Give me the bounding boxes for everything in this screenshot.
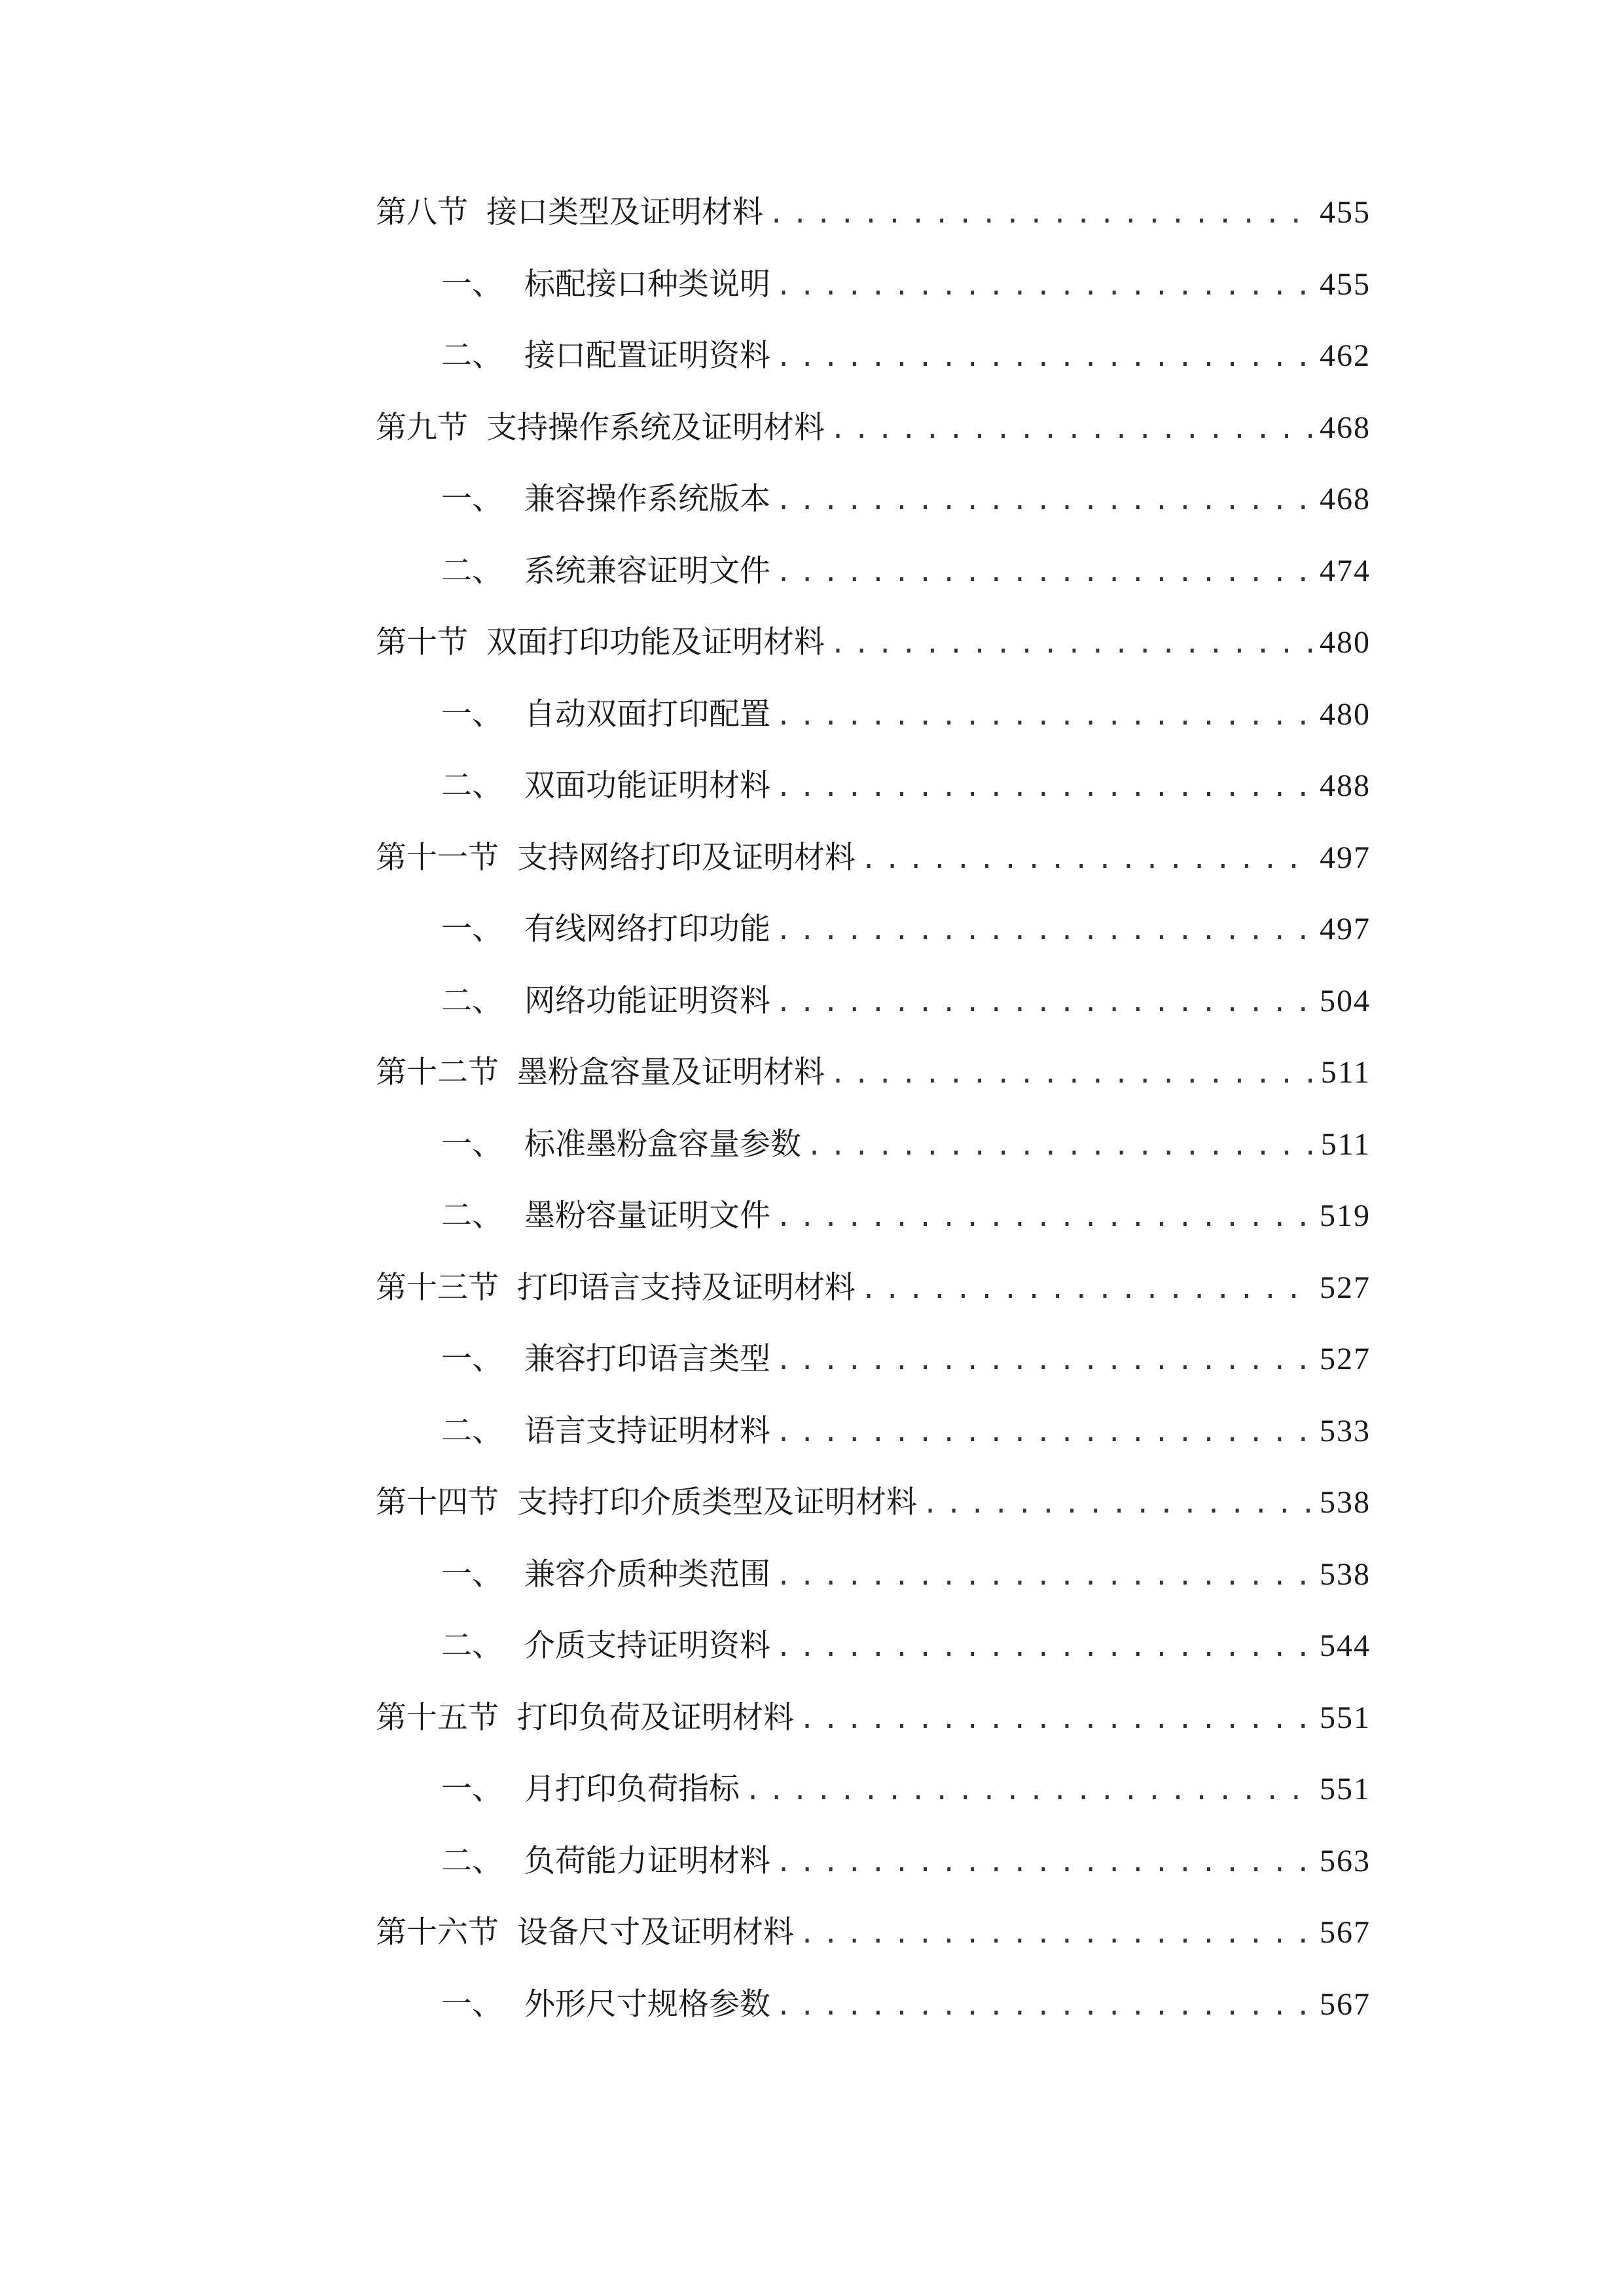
toc-entry-page: 511	[1320, 1126, 1371, 1162]
toc-entry-page: 480	[1320, 625, 1371, 660]
toc-subsection[interactable]	[376, 906, 1371, 978]
toc-entry-title: 有线网络打印功能	[524, 911, 770, 947]
toc-entry-number: 一、	[441, 481, 503, 517]
dot-leader	[776, 764, 1312, 810]
toc-subsection[interactable]	[376, 1193, 1371, 1265]
toc-subsection[interactable]	[376, 692, 1371, 764]
toc-entry-page: 497	[1320, 912, 1371, 946]
toc-section-16[interactable]	[376, 1910, 1371, 1982]
toc-entry-number: 第十三节	[376, 1269, 499, 1306]
dot-leader	[776, 908, 1312, 954]
toc-entry-number: 第十四节	[376, 1484, 499, 1520]
dot-leader	[745, 1768, 1312, 1814]
dot-leader	[768, 191, 1312, 237]
toc-entry-number: 第十五节	[376, 1699, 499, 1736]
dot-leader	[776, 1624, 1312, 1670]
dot-leader	[776, 550, 1312, 596]
toc-entry-number: 一、	[441, 1126, 503, 1162]
toc-entry-number: 二、	[441, 338, 503, 374]
toc-subsection[interactable]	[376, 476, 1371, 548]
dot-leader	[776, 980, 1312, 1026]
toc-entry-number: 二、	[441, 1842, 503, 1879]
toc-entry-page: 480	[1320, 696, 1371, 732]
toc-entry-page: 504	[1320, 983, 1371, 1018]
toc-entry-page: 538	[1320, 1485, 1371, 1520]
toc-entry-title: 支持操作系统及证明材料	[486, 409, 825, 446]
toc-subsection[interactable]	[376, 1767, 1371, 1839]
toc-entry-number: 一、	[441, 1556, 503, 1592]
toc-entry-title: 系统兼容证明文件	[524, 552, 770, 589]
toc-entry-title: 语言支持证明材料	[524, 1412, 770, 1449]
toc-entry-page: 468	[1320, 410, 1371, 445]
toc-entry-title: 标准墨粉盒容量参数	[524, 1126, 801, 1162]
dot-leader	[830, 1051, 1312, 1097]
toc-entry-page: 455	[1320, 195, 1371, 230]
toc-entry-title: 自动双面打印配置	[524, 696, 770, 732]
toc-entry-number: 二、	[441, 1198, 503, 1234]
dot-leader	[776, 1983, 1312, 2029]
dot-leader	[776, 1553, 1312, 1599]
toc-entry-page: 533	[1320, 1413, 1371, 1448]
dot-leader	[830, 406, 1312, 452]
toc-entry-title: 外形尺寸规格参数	[524, 1986, 770, 2022]
dot-leader	[799, 1911, 1312, 1957]
toc-section-14[interactable]	[376, 1480, 1371, 1552]
toc-entry-page: 474	[1320, 553, 1371, 588]
toc-entry-title: 双面打印功能及证明材料	[486, 624, 825, 660]
toc-section-9[interactable]	[376, 405, 1371, 477]
toc-entry-number: 二、	[441, 1412, 503, 1449]
toc-entry-title: 打印负荷及证明材料	[517, 1699, 794, 1736]
toc-entry-title: 接口配置证明资料	[524, 338, 770, 374]
toc-subsection[interactable]	[376, 1336, 1371, 1408]
toc-entry-title: 墨粉容量证明文件	[524, 1198, 770, 1234]
dot-leader	[861, 836, 1312, 882]
toc-entry-title: 月打印负荷指标	[524, 1771, 740, 1807]
toc-subsection[interactable]	[376, 548, 1371, 620]
toc-subsection[interactable]	[376, 1623, 1371, 1695]
toc-section-11[interactable]	[376, 835, 1371, 907]
toc-entry-title: 标配接口种类说明	[524, 266, 770, 302]
toc-section-8[interactable]	[376, 190, 1371, 262]
toc-entry-title: 支持打印介质类型及证明材料	[517, 1484, 917, 1520]
dot-leader	[806, 1123, 1312, 1169]
toc-entry-title: 兼容介质种类范围	[524, 1556, 770, 1592]
toc-entry-number: 二、	[441, 768, 503, 804]
toc-entry-title: 兼容操作系统版本	[524, 481, 770, 517]
table-of-contents	[376, 190, 1371, 2053]
toc-entry-page: 497	[1320, 840, 1371, 875]
dot-leader	[776, 1840, 1312, 1886]
toc-entry-page: 551	[1320, 1772, 1371, 1806]
dot-leader	[776, 1194, 1312, 1240]
toc-subsection[interactable]	[376, 1552, 1371, 1624]
toc-entry-title: 介质支持证明资料	[524, 1628, 770, 1664]
toc-entry-title: 双面功能证明材料	[524, 768, 770, 804]
dot-leader	[776, 334, 1312, 380]
toc-entry-number: 第十一节	[376, 839, 499, 876]
toc-entry-number: 二、	[441, 552, 503, 589]
toc-section-10[interactable]	[376, 620, 1371, 692]
toc-entry-title: 设备尺寸及证明材料	[517, 1914, 794, 1950]
toc-subsection[interactable]	[376, 1122, 1371, 1194]
toc-entry-page: 551	[1320, 1700, 1371, 1735]
toc-section-15[interactable]	[376, 1695, 1371, 1767]
toc-entry-number: 二、	[441, 982, 503, 1019]
dot-leader	[776, 478, 1312, 524]
toc-entry-page: 462	[1320, 338, 1371, 373]
toc-entry-number: 一、	[441, 1341, 503, 1377]
toc-entry-page: 538	[1320, 1556, 1371, 1592]
toc-entry-number: 第十二节	[376, 1054, 499, 1090]
dot-leader	[861, 1266, 1312, 1312]
toc-entry-page: 544	[1320, 1628, 1371, 1663]
toc-entry-page: 567	[1320, 1986, 1371, 2022]
dot-leader	[922, 1481, 1312, 1527]
toc-section-12[interactable]	[376, 1050, 1371, 1122]
toc-subsection[interactable]	[376, 1408, 1371, 1480]
toc-entry-number: 二、	[441, 1628, 503, 1664]
toc-entry-number: 一、	[441, 1771, 503, 1807]
toc-subsection[interactable]	[376, 763, 1371, 835]
dot-leader	[776, 1410, 1312, 1456]
toc-entry-number: 第十六节	[376, 1914, 499, 1950]
toc-subsection[interactable]	[376, 1982, 1371, 2054]
toc-entry-page: 468	[1320, 482, 1371, 516]
dot-leader	[776, 693, 1312, 739]
toc-entry-page: 488	[1320, 768, 1371, 803]
toc-entry-page: 567	[1320, 1915, 1371, 1950]
toc-subsection[interactable]	[376, 1839, 1371, 1910]
toc-entry-page: 511	[1320, 1055, 1371, 1090]
toc-entry-title: 网络功能证明资料	[524, 982, 770, 1019]
toc-entry-number: 一、	[441, 911, 503, 947]
dot-leader	[830, 621, 1312, 667]
toc-entry-number: 第十节	[376, 624, 468, 660]
toc-entry-title: 负荷能力证明材料	[524, 1842, 770, 1879]
toc-entry-page: 519	[1320, 1198, 1371, 1233]
toc-entry-title: 接口类型及证明材料	[486, 194, 763, 230]
toc-entry-title: 兼容打印语言类型	[524, 1341, 770, 1377]
toc-subsection[interactable]	[376, 978, 1371, 1050]
toc-entry-number: 第八节	[376, 194, 468, 230]
toc-entry-page: 563	[1320, 1843, 1371, 1878]
dot-leader	[799, 1696, 1312, 1742]
toc-entry-title: 支持网络打印及证明材料	[517, 839, 856, 876]
toc-entry-number: 一、	[441, 266, 503, 302]
toc-entry-number: 一、	[441, 1986, 503, 2022]
toc-entry-page: 527	[1320, 1270, 1371, 1305]
toc-entry-number: 第九节	[376, 409, 468, 446]
toc-entry-number: 一、	[441, 696, 503, 732]
toc-entry-page: 455	[1320, 266, 1371, 302]
toc-entry-title: 打印语言支持及证明材料	[517, 1269, 856, 1306]
dot-leader	[776, 1338, 1312, 1384]
toc-section-13[interactable]	[376, 1265, 1371, 1337]
toc-subsection[interactable]	[376, 333, 1371, 405]
dot-leader	[776, 263, 1312, 309]
toc-entry-page: 527	[1320, 1342, 1371, 1376]
toc-entry-title: 墨粉盒容量及证明材料	[517, 1054, 825, 1090]
toc-subsection[interactable]	[376, 262, 1371, 334]
